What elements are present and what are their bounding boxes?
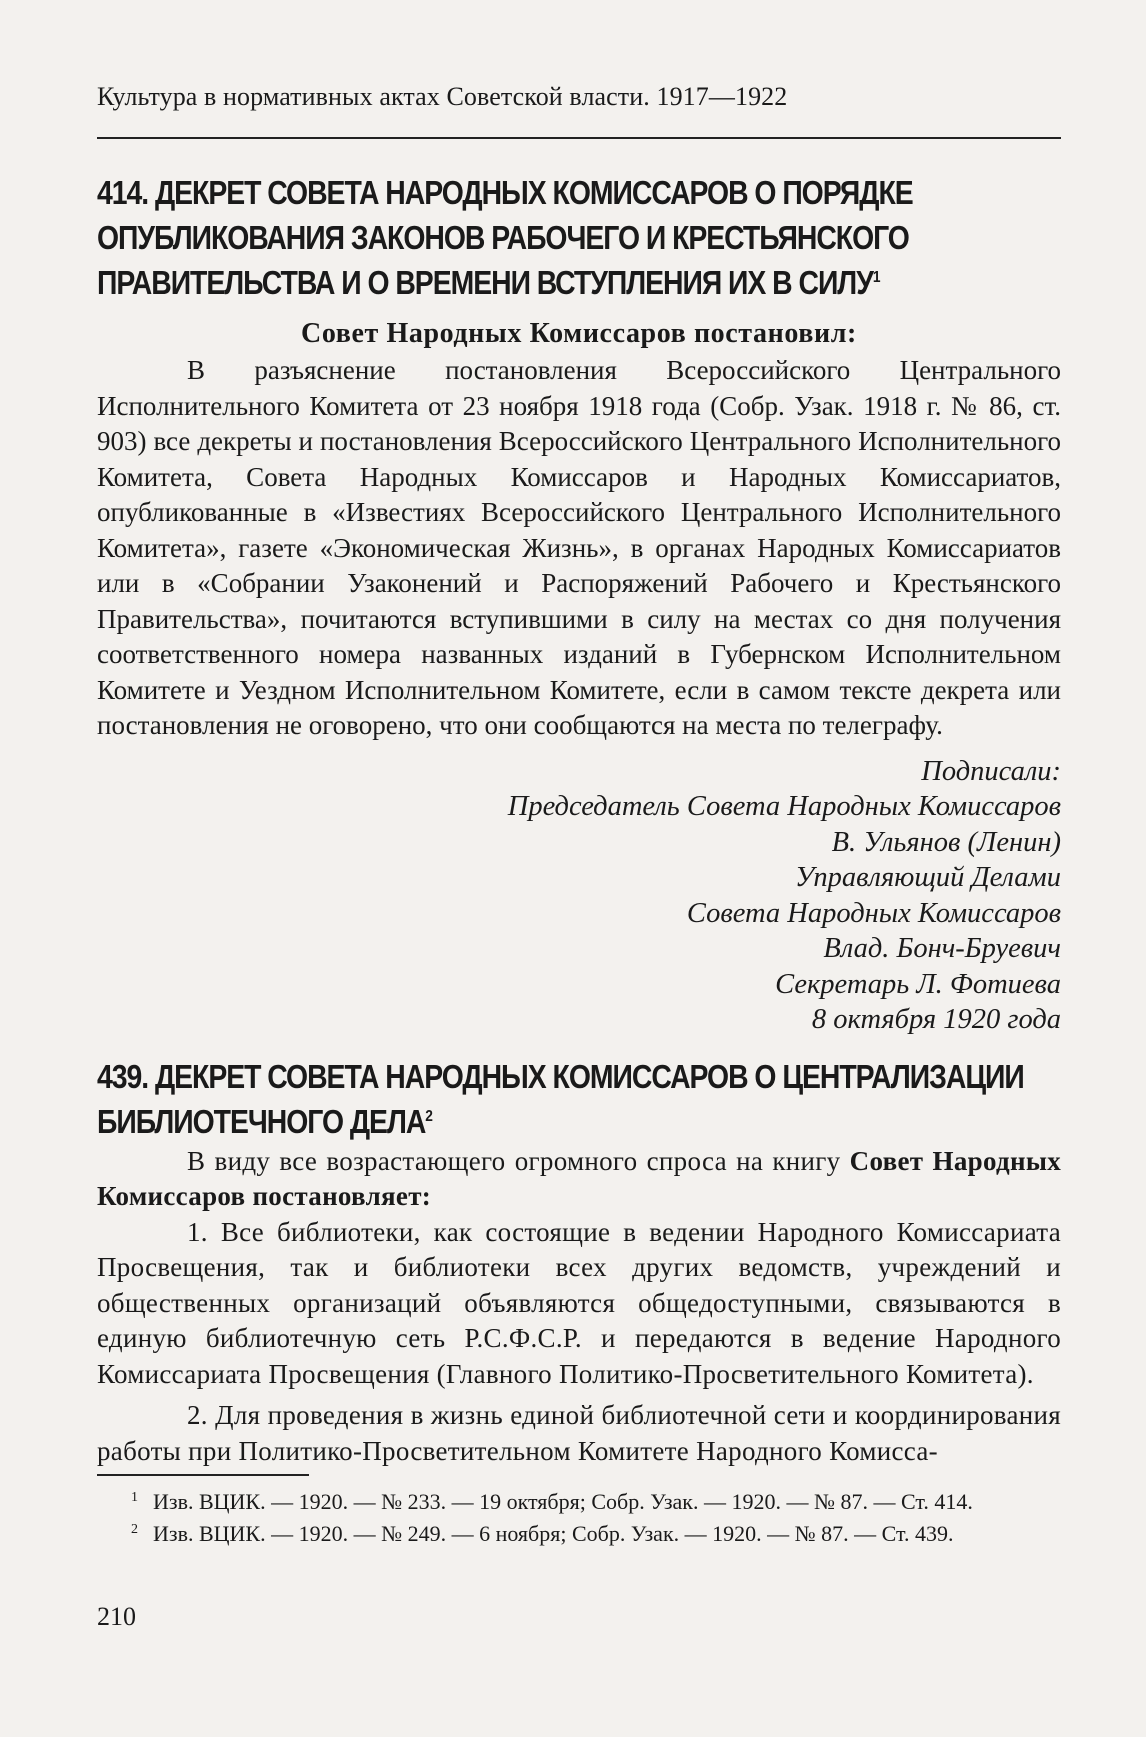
signature-line: В. Ульянов (Ленин) [831, 826, 1061, 858]
decree-414-body: В разъяснение постановления Всероссийского Центрального Исполнительного Комитета от 23 ноября 1918 года (Собр. Узак. 1918 г. № 86, ст. 903) все декреты и постановления Всероссийского Центрального Исполнительного Комитета, Совета Народных Комиссаров и Народных Комиссариатов, опубликованные в «Известиях Всероссийского Центрального Исполнительного Комитета», газете «Экономическая Жизнь», в органах Народных Комиссариатов или в «Собрании Узаконений и Распоряжений Рабочего и Крестьянского Правительства», почитаются вступившими в силу на местах со дня получения соответственного номера названных изданий в Губернском Исполнительном Комитете и Уездном Исполнительном Комитете, если в самом тексте декрета или постановления не оговорено, что они сообщаются на места по телеграфу. [97, 355, 1061, 740]
footnotes [97, 1486, 1061, 1550]
footnote-text: Изв. ВЦИК. — 1920. — № 249. — 6 ноября; Собр. Узак. — 1920. — № 87. — Ст. 439. [153, 1521, 954, 1546]
main-content [97, 170, 1061, 1469]
decree-439-intro [97, 1144, 1061, 1215]
footnote-ref-1[interactable]: 1 [872, 269, 880, 286]
signature-block [97, 754, 1061, 1038]
signature-date: 8 октября 1920 года [811, 1004, 1061, 1035]
footnote-number: 2 [131, 1522, 138, 1537]
decree-439-heading [97, 1054, 1060, 1144]
footnote-ref-2[interactable]: 2 [425, 1107, 432, 1125]
decree-439-heading-text: 439. ДЕКРЕТ СОВЕТА НАРОДНЫХ КОМИССАРОВ О ЦЕНТРАЛИЗАЦИИ БИБЛИОТЕЧНОГО ДЕЛА [97, 1057, 1024, 1140]
page-number: 210 [97, 1602, 136, 1631]
decree-439-paragraph-2: 2. Для проведения в жизнь единой библиотечной сети и координирования работы при Политико-Просветительном Комитете Народного Комисса- [97, 1400, 1061, 1466]
signature-line: Влад. Бонч-Бруевич [823, 933, 1061, 964]
decree-414-lead: Совет Народных Комиссаров постановил: [301, 318, 857, 349]
header-rule [97, 137, 1061, 139]
signature-line: Секретарь Л. Фотиева [775, 968, 1061, 1000]
decree-414-heading [97, 170, 1060, 305]
signature-line: Совета Народных Комиссаров [686, 897, 1061, 929]
running-header: Культура в нормативных актах Советской власти. 1917—1922 [97, 82, 788, 111]
footnote-2 [97, 1518, 1061, 1550]
footnote-text: Изв. ВЦИК. — 1920. — № 233. — 19 октября; Собр. Узак. — 1920. — № 87. — Ст. 414. [153, 1489, 973, 1514]
signature-line: Председатель Совета Народных Комиссаров [507, 791, 1061, 822]
decree-439-intro-text: В виду все возрастающего огромного спроса на книгу [187, 1145, 850, 1176]
footnote-number: 1 [131, 1490, 138, 1505]
decree-439-paragraph-1: 1. Все библиотеки, как состоящие в ведении Народного Комиссариата Просвещения, так и библиотеки всех других ведомств, учреждений и общественных организаций объявляются общедоступными, связываются в единую библиотечную сеть Р.С.Ф.С.Р. и передаются в ведение Народного Комиссариата Просвещения (Главного Политико-Просветительного Комитета). [97, 1216, 1061, 1389]
decree-439-intro-bold: Совет Народных Комиссаров постановляет: [97, 1145, 1061, 1211]
signature-line: Подписали: [921, 755, 1061, 787]
decree-414-heading-text: 414. ДЕКРЕТ СОВЕТА НАРОДНЫХ КОМИССАРОВ О ПОРЯДКЕ ОПУБЛИКОВАНИЯ ЗАКОНОВ РАБОЧЕГО И КРЕСТЬЯНСКОГО ПРАВИТЕЛЬСТВА И О ВРЕМЕНИ ВСТУПЛЕНИЯ ИХ В СИЛУ [97, 174, 913, 301]
signature-line: Управляющий Делами [795, 862, 1061, 893]
footnote-1 [97, 1486, 1061, 1518]
footnote-rule [97, 1474, 309, 1476]
